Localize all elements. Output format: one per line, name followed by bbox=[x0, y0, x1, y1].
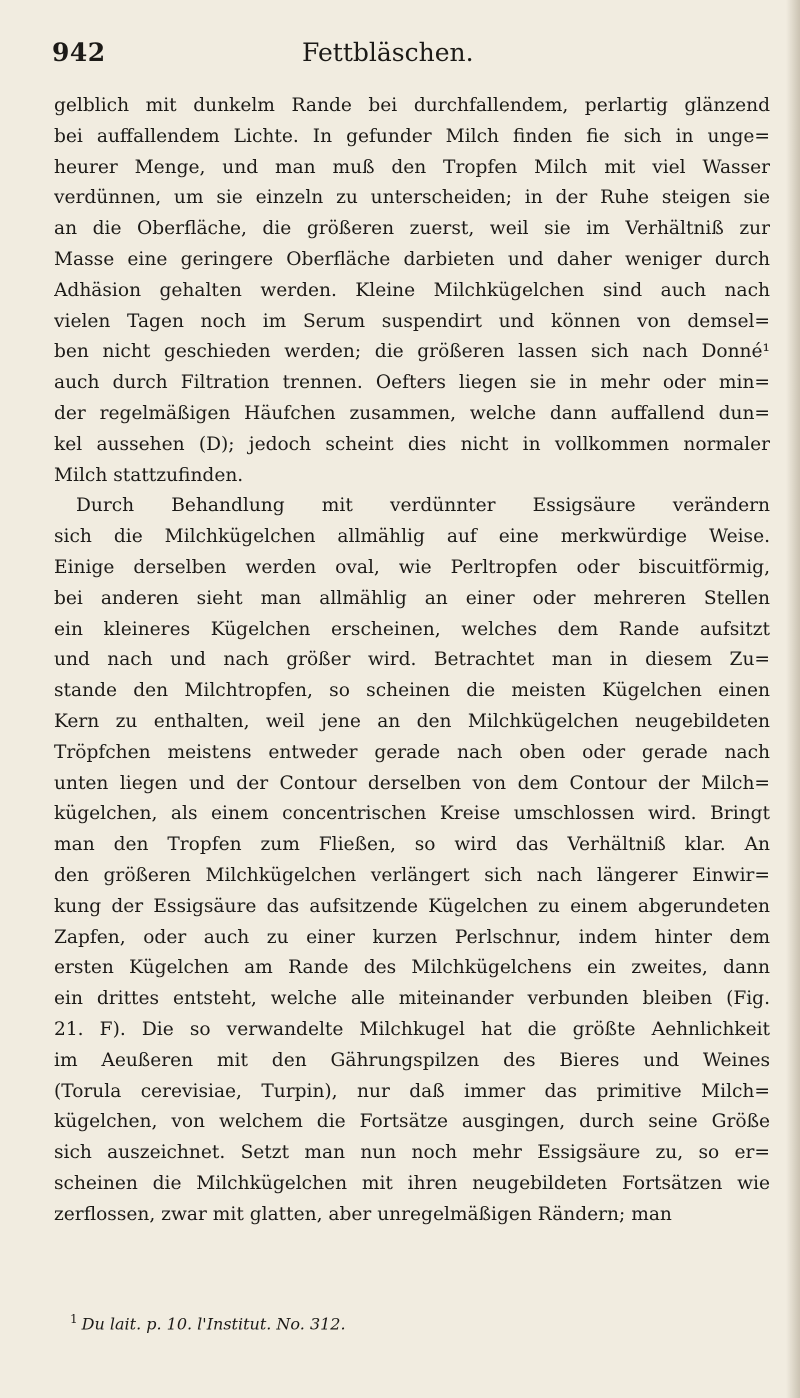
text-line: ein kleineres Kügelchen erscheinen, welches dem Rande aufsitzt bbox=[54, 618, 770, 640]
text-line: sich auszeichnet. Setzt man nun noch mehr Essigsäure zu, so er= bbox=[54, 1142, 770, 1164]
text-line: scheinen die Milchkügelchen mit ihren neugebildeten Fortsätzen wie bbox=[54, 1172, 770, 1194]
footnote bbox=[70, 1312, 750, 1333]
footnote-text: Du lait. p. 10. l'Institut. No. 312. bbox=[81, 1314, 346, 1334]
text-line: auch durch Filtration trennen. Oefters liegen sie in mehr oder min= bbox=[54, 372, 770, 394]
page-edge-shadow bbox=[786, 0, 800, 1398]
text-line: Kern zu enthalten, weil jene an den Milchkügelchen neugebildeten bbox=[54, 710, 770, 732]
text-line: sich die Milchkügelchen allmählig auf eine merkwürdige Weise. bbox=[54, 526, 770, 548]
text-line: unten liegen und der Contour derselben von dem Contour der Milch= bbox=[54, 772, 770, 794]
text-line: an die Oberfläche, die größeren zuerst, weil sie im Verhältniß zur bbox=[54, 218, 770, 240]
text-line: kel aussehen (D); jedoch scheint dies nicht in vollkommen normaler bbox=[54, 433, 770, 455]
text-line: ersten Kügelchen am Rande des Milchkügelchens ein zweites, dann bbox=[54, 957, 770, 979]
text-line: kügelchen, von welchem die Fortsätze ausgingen, durch seine Größe bbox=[54, 1111, 770, 1133]
text-line: kung der Essigsäure das aufsitzende Kügelchen zu einem abgerundeten bbox=[54, 895, 770, 917]
text-line: bei anderen sieht man allmählig an einer oder mehreren Stellen bbox=[54, 587, 770, 609]
text-line: zerflossen, zwar mit glatten, aber unregelmäßigen Rändern; man bbox=[54, 1203, 672, 1225]
text-line: der regelmäßigen Häufchen zusammen, welche dann auffallend dun= bbox=[54, 402, 770, 424]
text-line: Masse eine geringere Oberfläche darbieten und daher weniger durch bbox=[54, 248, 770, 270]
text-line: Zapfen, oder auch zu einer kurzen Perlschnur, indem hinter dem bbox=[54, 926, 770, 948]
text-line: bei auffallendem Lichte. In gefunder Milch finden fie sich in unge= bbox=[54, 125, 770, 147]
text-line: verdünnen, um sie einzeln zu unterscheiden; in der Ruhe steigen sie bbox=[54, 187, 770, 209]
text-line: den größeren Milchkügelchen verlängert sich nach längerer Einwir= bbox=[54, 864, 770, 886]
text-line: (Torula cerevisiae, Turpin), nur daß immer das primitive Milch= bbox=[54, 1080, 770, 1102]
running-head: Fettbläschen. bbox=[302, 38, 474, 67]
text-line: ein drittes entsteht, welche alle miteinander verbunden bleiben (Fig. bbox=[54, 988, 770, 1010]
text-line: gelblich mit dunkelm Rande bei durchfallendem, perlartig glänzend bbox=[54, 95, 770, 116]
text-line: stande den Milchtropfen, so scheinen die meisten Kügelchen einen bbox=[54, 680, 770, 702]
text-line: 21. F). Die so verwandelte Milchkugel hat die größte Aehnlichkeit bbox=[54, 1018, 770, 1040]
text-line: Adhäsion gehalten werden. Kleine Milchkügelchen sind auch nach bbox=[54, 279, 770, 301]
text-line: Einige derselben werden oval, wie Perltropfen oder biscuitförmig, bbox=[54, 556, 770, 578]
text-line: Tröpfchen meistens entweder gerade nach oben oder gerade nach bbox=[54, 741, 770, 763]
text-line: vielen Tagen noch im Serum suspendirt und können von demsel= bbox=[54, 310, 770, 332]
text-line: heurer Menge, und man muß den Tropfen Milch mit viel Wasser bbox=[54, 156, 770, 178]
text-line: ben nicht geschieden werden; die größeren lassen sich nach Donné¹ bbox=[54, 341, 770, 363]
text-line: im Aeußeren mit den Gährungspilzen des Bieres und Weines bbox=[54, 1049, 770, 1071]
text-line: kügelchen, als einem concentrischen Kreise umschlossen wird. Bringt bbox=[54, 803, 770, 825]
text-line: Milch stattzufinden. bbox=[54, 464, 244, 486]
page-header bbox=[52, 38, 772, 78]
body-text bbox=[54, 91, 770, 1230]
text-line: und nach und nach größer wird. Betrachtet man in diesem Zu= bbox=[54, 649, 770, 671]
footnote-mark: 1 bbox=[70, 1312, 78, 1326]
page-number: 942 bbox=[52, 38, 106, 67]
text-line: Durch Behandlung mit verdünnter Essigsäure verändern bbox=[76, 495, 770, 517]
text-line: man den Tropfen zum Fließen, so wird das Verhältniß klar. An bbox=[54, 834, 770, 856]
